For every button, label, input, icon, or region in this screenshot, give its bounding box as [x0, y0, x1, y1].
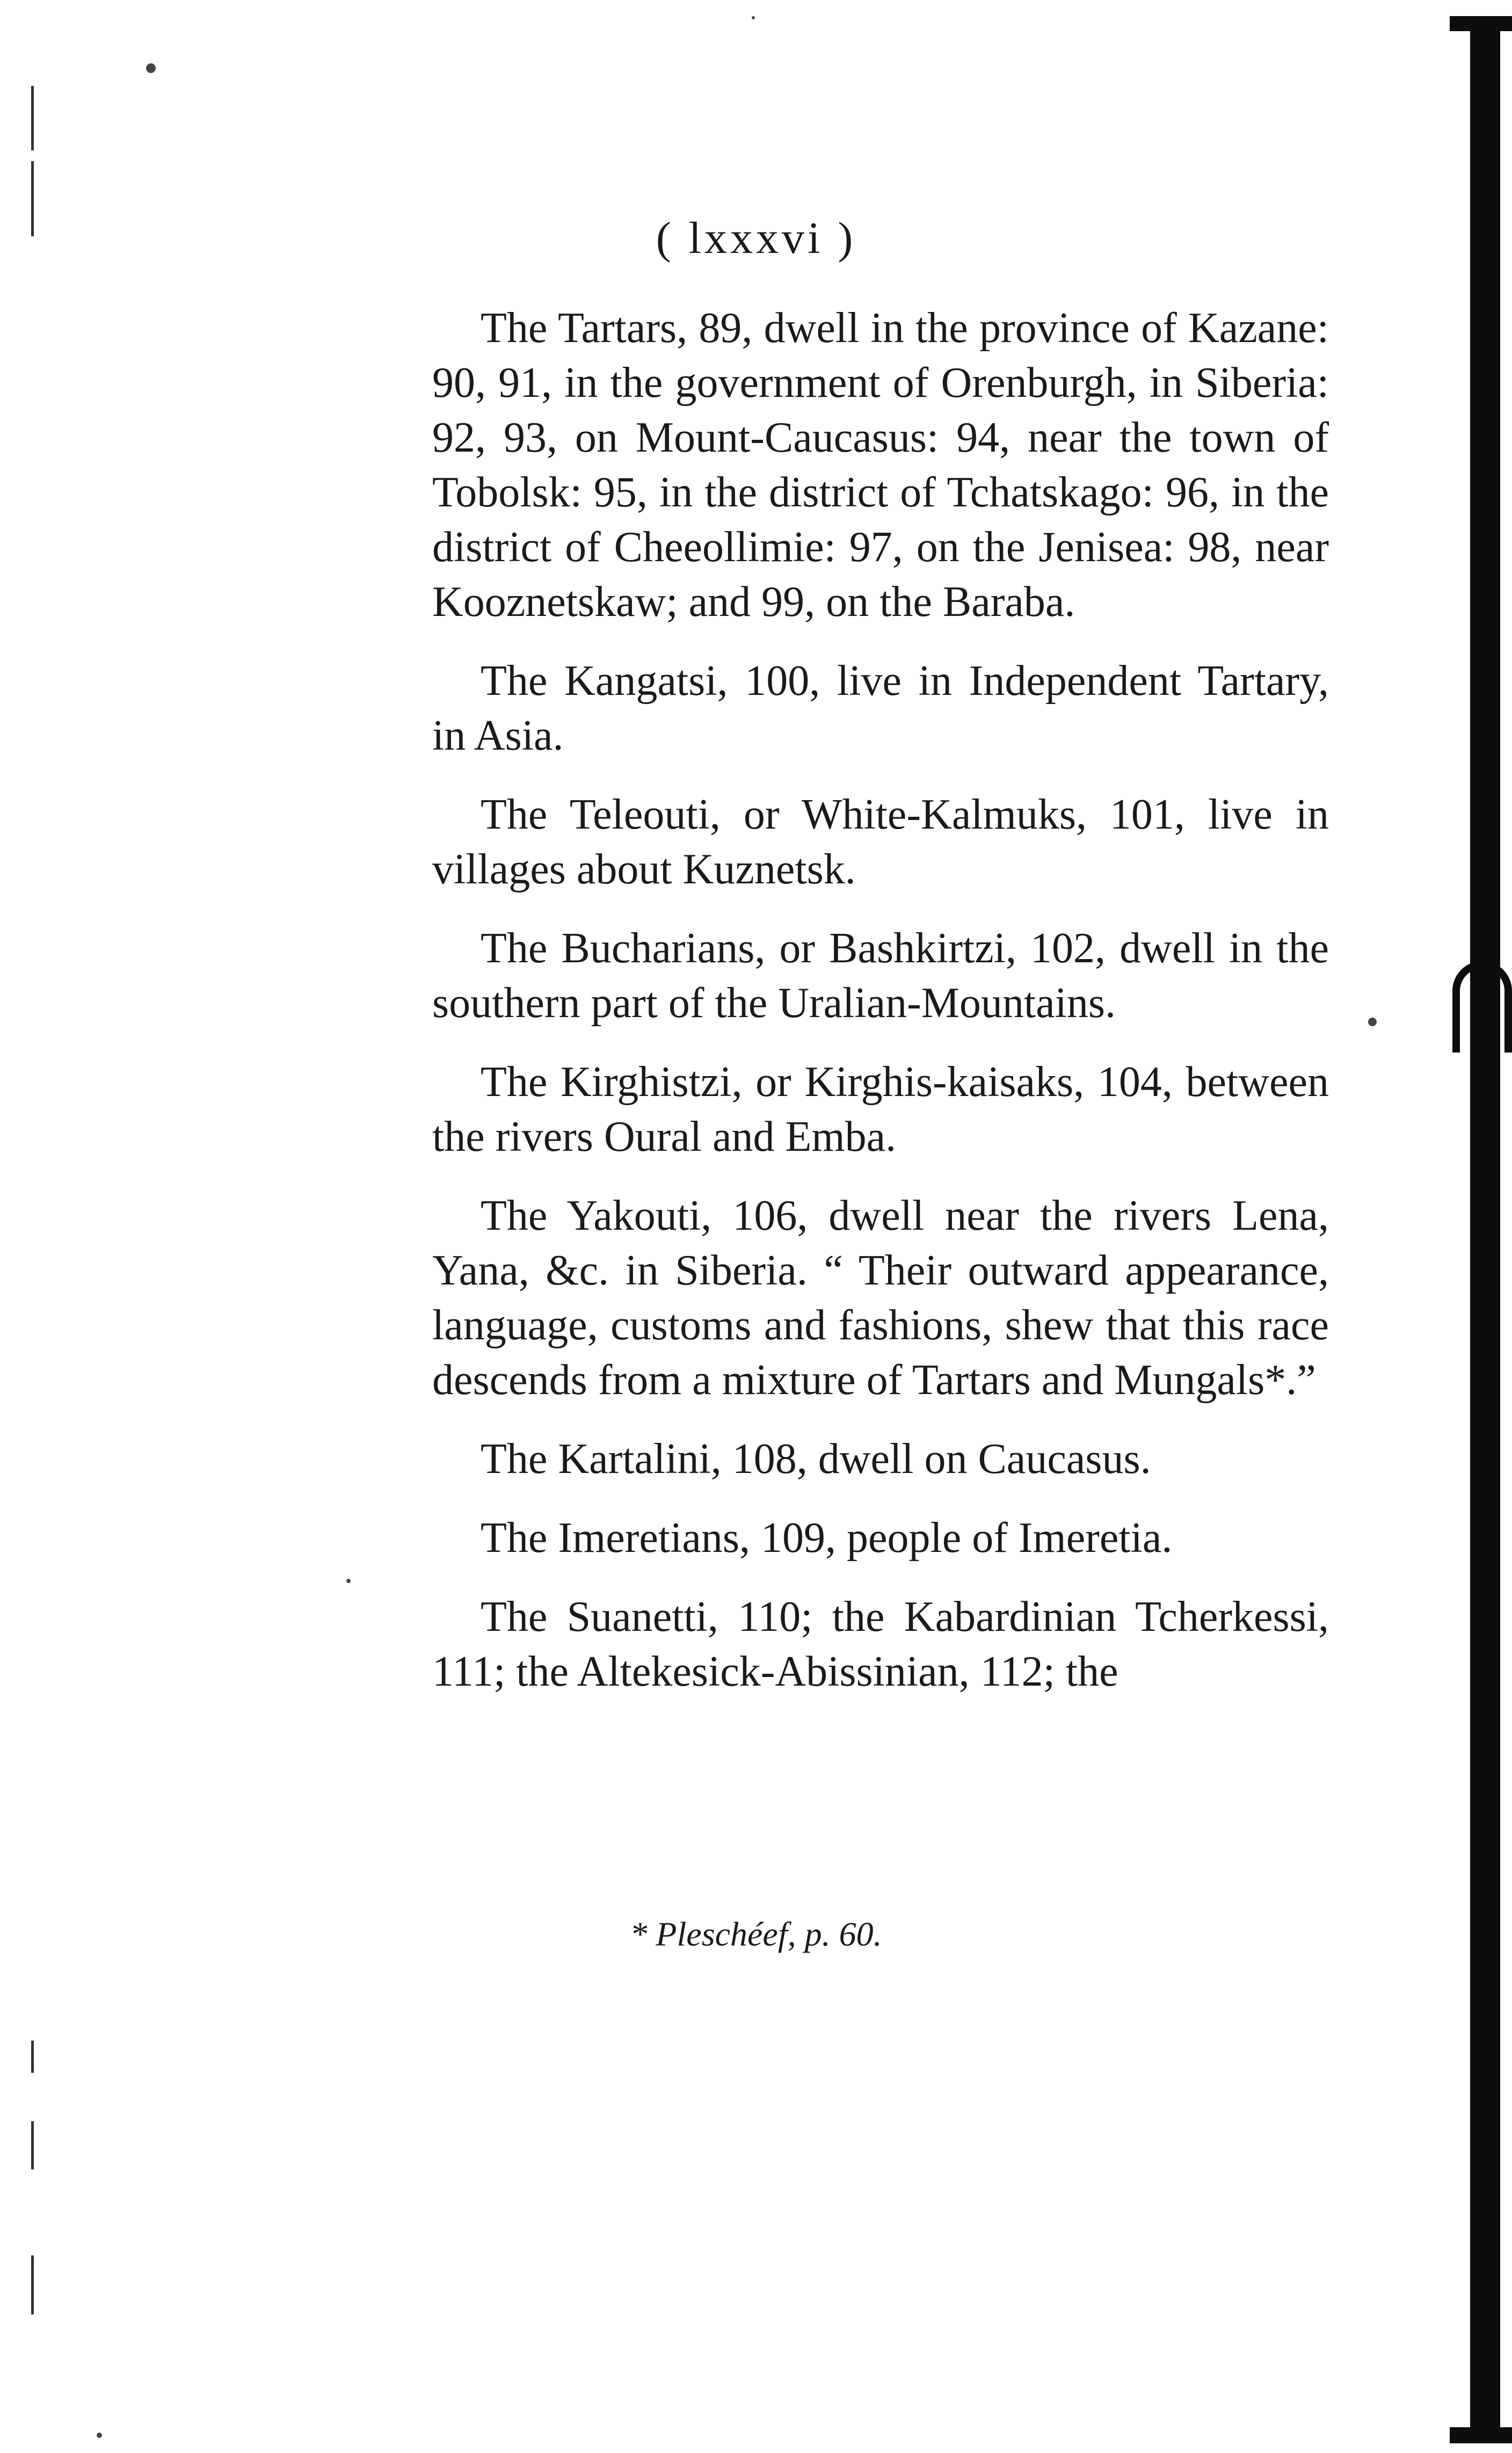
scan-speck — [97, 2433, 102, 2438]
gutter-mark — [31, 2121, 34, 2169]
binding-clasp — [1452, 961, 1512, 1053]
paragraph-yakouti: The Yakouti, 106, dwell near the rivers Lena, Yana, &c. in Siberia. “ Their outward appearance, language, customs and fashions, shew that this race descends from a mixture of Tartars and Mungals*.” — [432, 1192, 1329, 1404]
scan-speck — [1368, 1018, 1377, 1026]
paragraph-kartalini: The Kartalini, 108, dwell on Caucasus. — [481, 1435, 1151, 1483]
paragraph-suanetti: The Suanetti, 110; the Kabardinian Tcherkessi, 111; the Altekesick-Abissinian, 112; the — [432, 1593, 1329, 1695]
gutter-mark — [31, 2041, 34, 2073]
paragraph-tartars: The Tartars, 89, dwell in the province of Kazane: 90, 91, in the government of Orenburgh, in Siberia: 92, 93, on Mount-Caucasus: 94, near the town of Tobolsk: 95, in the district of Tchatskago: 96, in the district of Cheeollimie: 97, on the Jenisea: 98, near Kooznetskaw; and 99, on the Baraba. — [432, 304, 1329, 626]
paragraph-imeretians: The Imeretians, 109, people of Imeretia. — [481, 1514, 1173, 1562]
scan-speck — [146, 63, 156, 73]
gutter-mark — [31, 2255, 34, 2314]
gutter-mark — [31, 161, 34, 236]
footnote: * Pleschéef, p. 60. — [630, 1915, 882, 1953]
page-number-header: ( lxxxvi ) — [656, 213, 856, 263]
paragraph-teleouti: The Teleouti, or White-Kalmuks, 101, live in villages about Kuznetsk. — [432, 791, 1329, 893]
scan-speck — [752, 16, 755, 19]
binding-cap-bottom — [1450, 2427, 1512, 2443]
binding-cap-top — [1450, 16, 1512, 31]
book-binding-edge — [1470, 16, 1500, 2443]
gutter-mark — [31, 86, 34, 150]
paragraph-kirghistzi: The Kirghistzi, or Kirghis-kaisaks, 104, between the rivers Oural and Emba. — [432, 1058, 1329, 1160]
paragraph-kangatsi: The Kangatsi, 100, live in Independent Tartary, in Asia. — [432, 657, 1329, 759]
paragraph-bucharians: The Bucharians, or Bashkirtzi, 102, dwell in the southern part of the Uralian-Mountains. — [432, 925, 1329, 1027]
body-text — [432, 301, 1329, 1723]
scan-speck — [346, 1579, 351, 1583]
